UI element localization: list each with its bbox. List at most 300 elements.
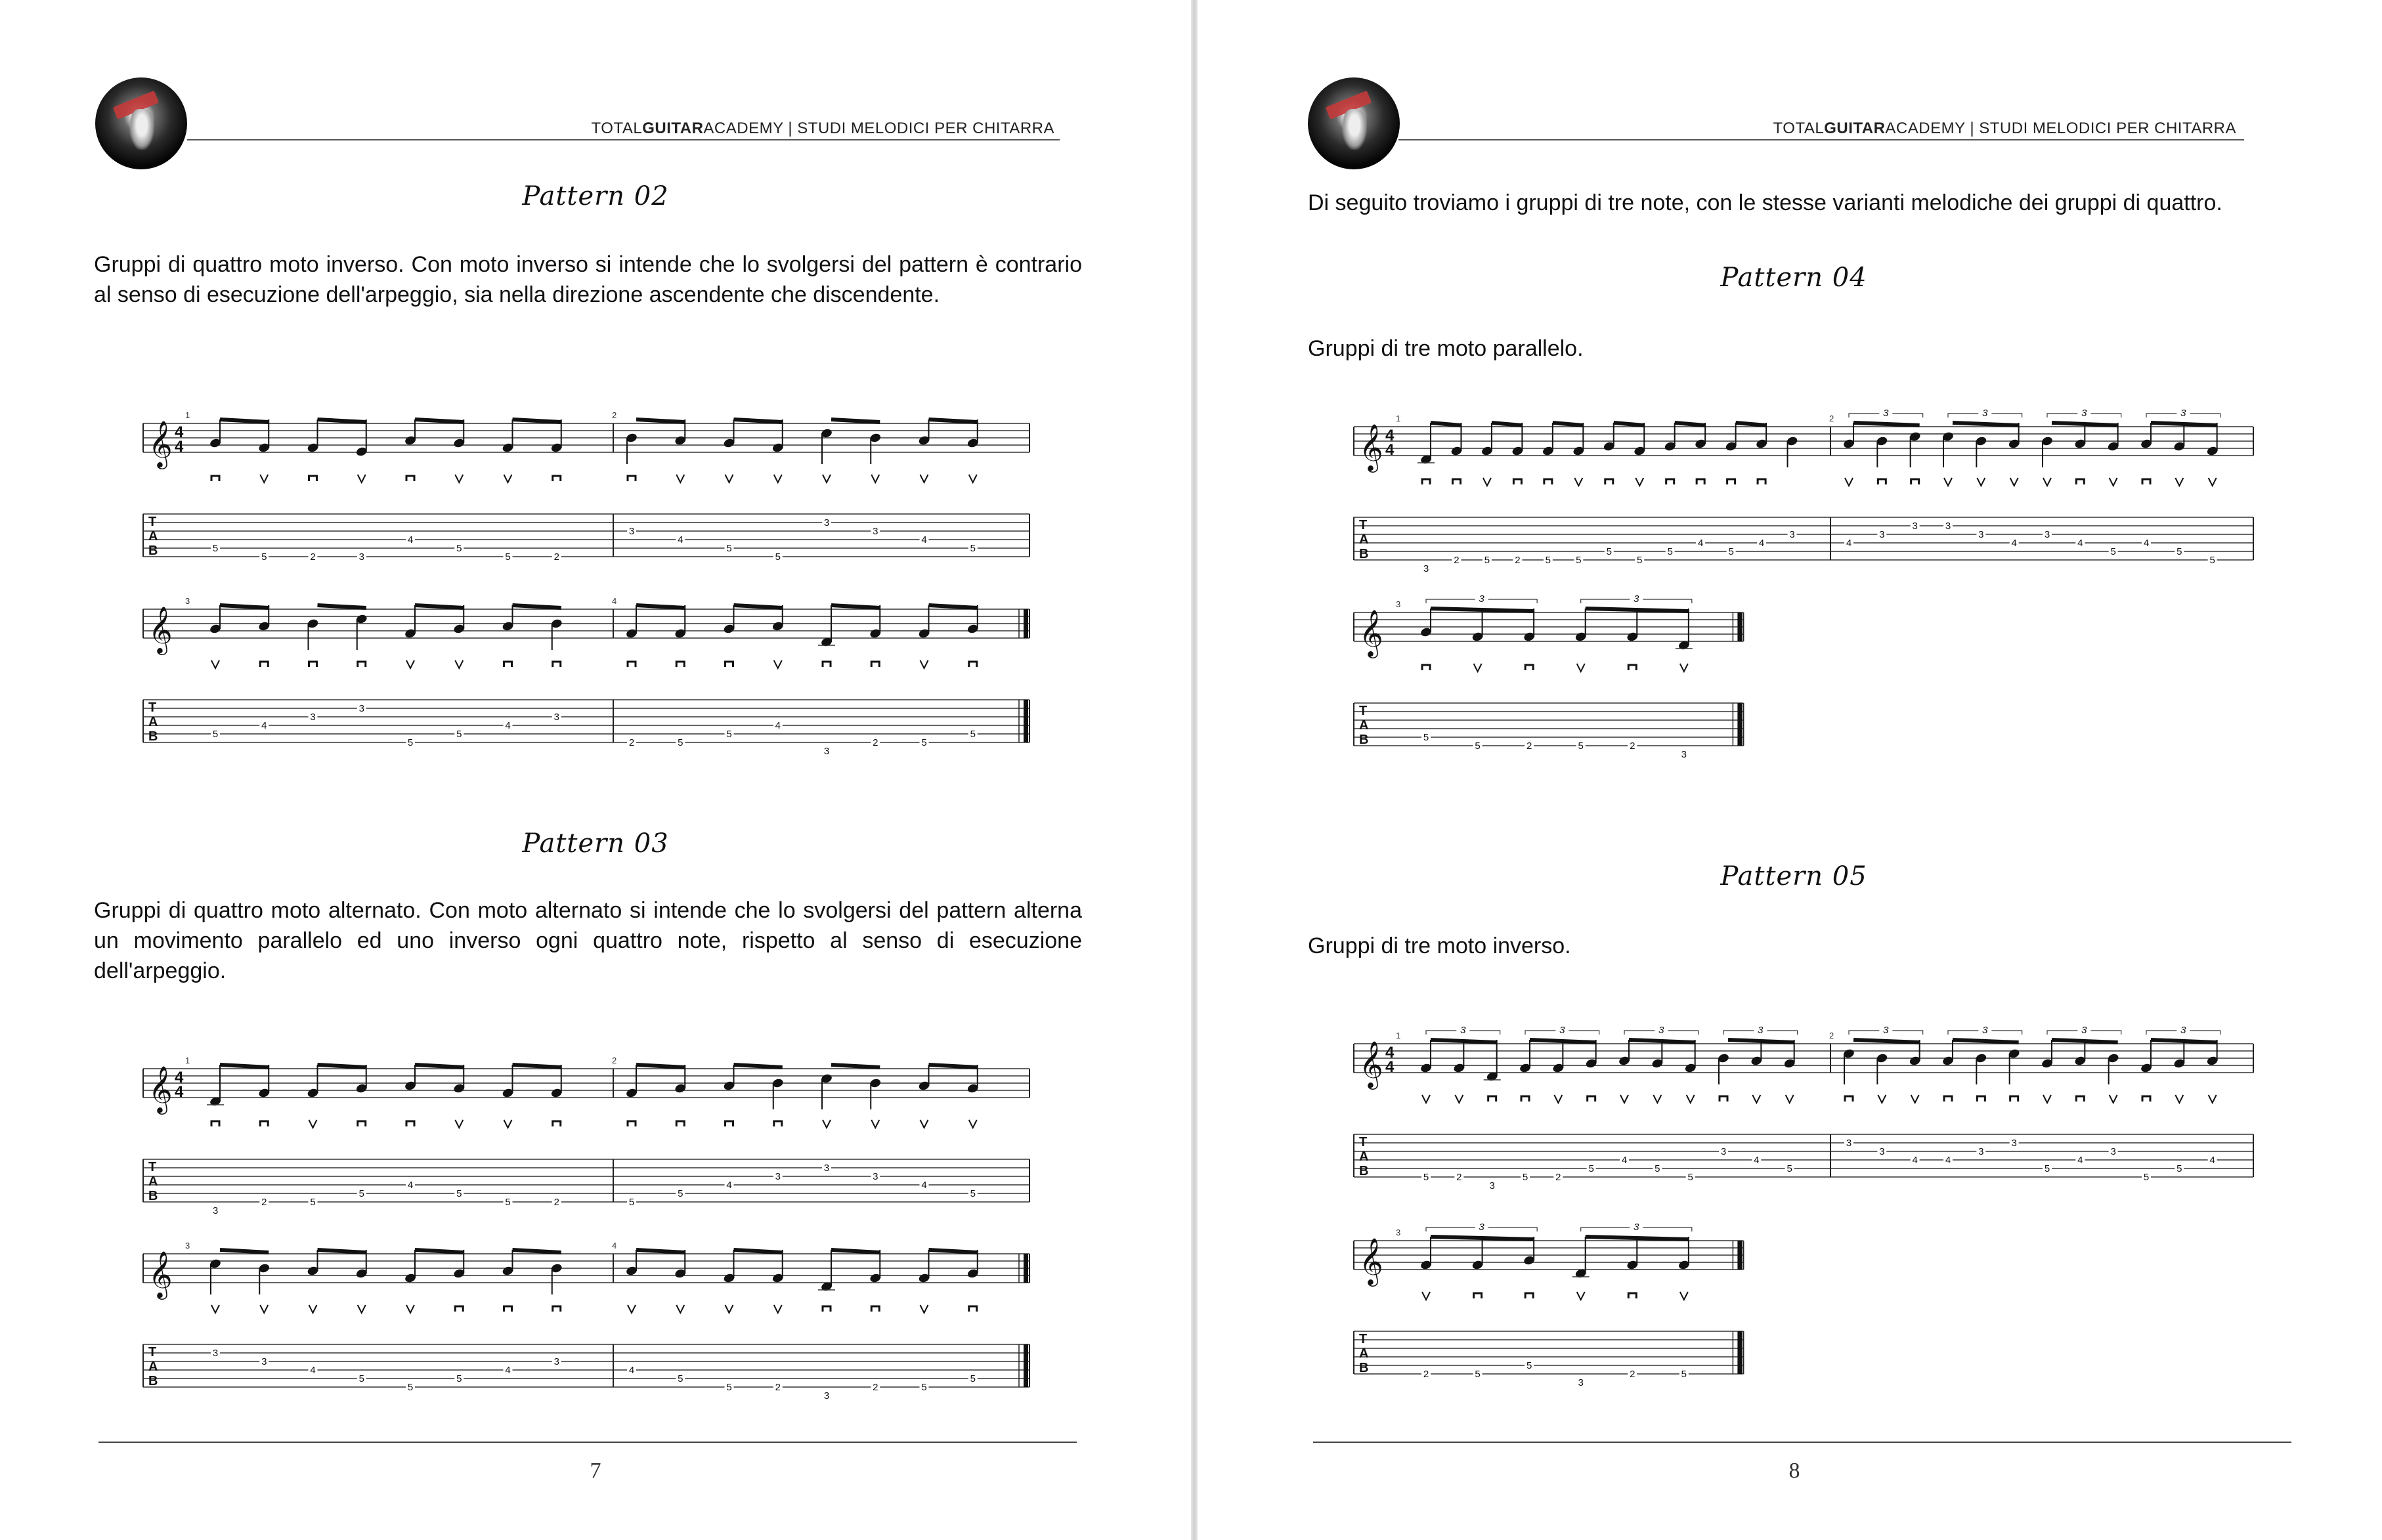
- upstroke-mark: [211, 1305, 219, 1313]
- measure-number: 2: [612, 1056, 617, 1065]
- tab-fret-number: 3: [2044, 529, 2050, 540]
- tab-fret-number: 3: [212, 1348, 219, 1359]
- upstroke-mark: [1653, 1095, 1661, 1103]
- downstroke-mark: [823, 662, 831, 667]
- note-beam: [1553, 423, 1583, 425]
- triplet-marker: 3: [1460, 1025, 1466, 1036]
- tab-fret-number: 5: [726, 1382, 732, 1393]
- tab-fret-number: 4: [407, 534, 414, 545]
- downstroke-mark: [358, 662, 366, 667]
- downstroke-mark: [2142, 1096, 2150, 1102]
- upstroke-mark: [309, 1120, 317, 1128]
- time-signature-bottom: 4: [175, 438, 184, 456]
- upstroke-mark: [455, 660, 463, 668]
- tab-fret-number: 5: [1588, 1163, 1594, 1174]
- triplet-marker: 3: [1883, 408, 1889, 419]
- final-barline: [1737, 1331, 1742, 1374]
- time-signature-bottom: 4: [1385, 1058, 1395, 1076]
- intro-text: Di seguito troviamo i gruppi di tre note, con le stesse varianti melodiche dei gruppi di quattro.: [1308, 190, 2222, 215]
- tab-fret-number: 4: [310, 1365, 316, 1376]
- measure-number: 1: [185, 1056, 190, 1065]
- triplet-marker: 3: [1883, 1025, 1889, 1036]
- time-signature-bottom: 4: [1385, 441, 1395, 459]
- tab-fret-number: 5: [1681, 1369, 1687, 1380]
- tab-fret-number: 2: [310, 551, 316, 563]
- footer-rule: [1313, 1442, 2291, 1443]
- upstroke-mark: [1680, 664, 1688, 672]
- pattern-title: Pattern 03: [522, 828, 669, 859]
- time-signature-bottom: 4: [175, 1083, 184, 1101]
- measure-number: 3: [1396, 599, 1401, 609]
- page-number: 7: [590, 1459, 601, 1483]
- upstroke-mark: [1577, 664, 1585, 672]
- tab-fret-number: 2: [1423, 1369, 1429, 1380]
- tab-fret-number: 5: [261, 551, 267, 563]
- upstroke-mark: [2175, 1095, 2183, 1103]
- tab-fret-number: 5: [1728, 546, 1734, 557]
- upstroke-mark: [725, 475, 733, 482]
- note-beam: [1431, 609, 1534, 611]
- tab-fret-number: 3: [358, 551, 364, 563]
- tab-fret-number: 5: [1687, 1172, 1693, 1183]
- note-beam: [220, 1250, 269, 1252]
- downstroke-mark: [725, 662, 733, 667]
- upstroke-mark: [774, 660, 782, 668]
- note-beam: [1953, 1040, 2019, 1042]
- note-beam: [415, 1250, 464, 1252]
- treble-clef: 𝄞: [148, 421, 173, 467]
- upstroke-mark: [1878, 1095, 1886, 1103]
- tab-fret-number: 5: [1526, 1360, 1532, 1371]
- tab-fret-number: 3: [1846, 1138, 1852, 1149]
- tab-fret-number: 3: [1681, 749, 1687, 760]
- tab-fret-number: 5: [678, 1188, 683, 1199]
- upstroke-mark: [1680, 1292, 1688, 1300]
- upstroke-mark: [406, 660, 414, 668]
- triplet-marker: 3: [2081, 1025, 2087, 1036]
- downstroke-mark: [628, 1121, 636, 1126]
- tab-fret-number: 5: [407, 737, 414, 748]
- measure-number: 3: [185, 1241, 190, 1251]
- note-beam: [636, 605, 685, 608]
- note-beam: [929, 1250, 978, 1252]
- time-signature-top: 4: [175, 423, 184, 441]
- tab-fret-number: 5: [1484, 555, 1490, 566]
- tab-fret-number: 4: [505, 1365, 511, 1376]
- downstroke-mark: [211, 476, 219, 481]
- tab-fret-number: 5: [358, 1373, 364, 1384]
- tab-clef-letter: T: [148, 515, 157, 529]
- downstroke-mark: [628, 476, 636, 481]
- tab-clef-letter: A: [148, 1174, 158, 1189]
- upstroke-mark: [1845, 478, 1853, 486]
- tab-clef-letter: B: [148, 729, 158, 744]
- tab-fret-number: 3: [823, 746, 830, 757]
- tab-clef-letter: T: [1359, 704, 1368, 718]
- tab-fret-number: 5: [2176, 1163, 2182, 1174]
- tab-fret-number: 3: [628, 526, 635, 537]
- note-beam: [734, 1250, 783, 1252]
- upstroke-mark: [2010, 478, 2018, 486]
- measure-number: 4: [612, 1241, 617, 1251]
- tab-fret-number: 5: [1522, 1172, 1528, 1183]
- time-signature-top: 4: [1385, 427, 1395, 444]
- downstroke-mark: [628, 662, 636, 667]
- measure-number: 1: [1396, 1031, 1401, 1040]
- tab-clef-letter: A: [1359, 718, 1369, 733]
- tab-fret-number: 4: [2077, 1155, 2083, 1166]
- note-beam: [513, 1250, 561, 1252]
- tab-fret-number: 2: [628, 737, 635, 748]
- treble-clef: 𝄞: [148, 607, 173, 652]
- downstroke-mark: [1697, 479, 1704, 484]
- downstroke-mark: [871, 1306, 879, 1312]
- tab-fret-number: 3: [1720, 1146, 1727, 1157]
- tab-fret-number: 3: [1978, 1146, 1984, 1157]
- note-beam: [513, 605, 561, 608]
- upstroke-mark: [2043, 478, 2051, 486]
- tab-fret-number: 3: [261, 1356, 267, 1367]
- note-beam: [831, 419, 880, 422]
- tab-fret-number: 2: [1630, 1369, 1635, 1380]
- upstroke-mark: [871, 475, 879, 482]
- upstroke-mark: [823, 475, 831, 482]
- tab-fret-number: 4: [505, 720, 511, 731]
- triplet-marker: 3: [2081, 408, 2087, 419]
- measure-number: 3: [1396, 1228, 1401, 1237]
- tab-clef-letter: A: [1359, 1346, 1369, 1361]
- tab-fret-number: 5: [358, 1188, 364, 1199]
- note-beam: [415, 1065, 464, 1067]
- tab-fret-number: 2: [1515, 555, 1521, 566]
- note-beam: [636, 419, 685, 422]
- tab-fret-number: 4: [921, 534, 927, 545]
- note-beam: [1431, 423, 1461, 425]
- note-beam: [734, 1065, 783, 1067]
- note-beam: [318, 1065, 366, 1067]
- tab-clef-letter: A: [1359, 1149, 1369, 1164]
- tab-fret-number: 2: [873, 1382, 878, 1393]
- tab-fret-number: 3: [553, 1356, 559, 1367]
- tab-fret-number: 5: [2209, 555, 2215, 566]
- tab-fret-number: 4: [261, 720, 267, 731]
- footer-rule: [98, 1442, 1077, 1443]
- tab-fret-number: 5: [970, 1373, 976, 1384]
- note-beam: [636, 1250, 685, 1252]
- upstroke-mark: [260, 1305, 268, 1313]
- pattern-title: Pattern 04: [1720, 263, 1867, 293]
- tab-fret-number: 5: [726, 729, 732, 740]
- note-beam: [1431, 1040, 1497, 1042]
- upstroke-mark: [676, 1305, 684, 1313]
- downstroke-mark: [553, 662, 561, 667]
- final-barline: [1737, 703, 1742, 746]
- downstroke-mark: [358, 1121, 366, 1126]
- upstroke-mark: [1786, 1095, 1794, 1103]
- tab-fret-number: 5: [1576, 555, 1582, 566]
- tab-fret-number: 3: [212, 1205, 219, 1216]
- tab-fret-number: 3: [1978, 529, 1984, 540]
- downstroke-mark: [2076, 1096, 2084, 1102]
- tab-fret-number: 3: [1578, 1377, 1584, 1388]
- tab-fret-number: 3: [775, 1171, 781, 1182]
- notation-system: [1351, 593, 2257, 760]
- tab-fret-number: 4: [407, 1180, 414, 1191]
- note-beam: [831, 1250, 880, 1252]
- downstroke-mark: [553, 476, 561, 481]
- upstroke-mark: [1911, 1095, 1919, 1103]
- measure-number: 3: [185, 596, 190, 606]
- upstroke-mark: [1977, 478, 1985, 486]
- tab-clef-letter: T: [1359, 1135, 1368, 1149]
- tab-fret-number: 3: [873, 526, 878, 537]
- academy-logo: [1308, 77, 1400, 169]
- upstroke-mark: [725, 1305, 733, 1313]
- downstroke-mark: [1944, 1096, 1952, 1102]
- tab-fret-number: 3: [1423, 563, 1429, 574]
- tab-clef-letter: A: [148, 715, 158, 729]
- downstroke-mark: [1605, 479, 1613, 484]
- running-head: TOTALGUITARACADEMY | STUDI MELODICI PER CHITARRA: [591, 119, 1054, 137]
- triplet-marker: 3: [1634, 593, 1639, 605]
- upstroke-mark: [358, 475, 366, 482]
- tab-fret-number: 3: [1945, 521, 1951, 532]
- measure-number: 2: [1829, 414, 1834, 423]
- final-barline: [1737, 612, 1742, 641]
- tab-fret-number: 5: [1475, 1369, 1481, 1380]
- note-beam: [318, 419, 366, 422]
- upstroke-mark: [406, 1305, 414, 1313]
- downstroke-mark: [969, 1306, 977, 1312]
- tab-fret-number: 2: [1630, 740, 1635, 752]
- upstroke-mark: [2175, 478, 2183, 486]
- upstroke-mark: [1455, 1095, 1463, 1103]
- tab-fret-number: 5: [1578, 740, 1584, 752]
- tab-fret-number: 5: [970, 543, 976, 554]
- note-beam: [1675, 423, 1705, 425]
- downstroke-mark: [1878, 479, 1886, 484]
- notation-system: [1351, 407, 2257, 574]
- downstroke-mark: [1727, 479, 1735, 484]
- tab-fret-number: 5: [678, 1373, 683, 1384]
- upstroke-mark: [1574, 478, 1582, 486]
- note-beam: [220, 605, 269, 608]
- tab-fret-number: 3: [823, 1163, 830, 1174]
- measure-number: 2: [612, 410, 617, 420]
- triplet-marker: 3: [2180, 1025, 2186, 1036]
- upstroke-mark: [260, 475, 268, 482]
- upstroke-mark: [2043, 1095, 2051, 1103]
- tab-fret-number: 5: [456, 1188, 462, 1199]
- downstroke-mark: [309, 476, 317, 481]
- tab-fret-number: 4: [1697, 538, 1704, 549]
- tab-clef-letter: B: [1359, 733, 1369, 747]
- tab-fret-number: 5: [456, 729, 462, 740]
- pattern-description: Gruppi di quattro moto alternato. Con moto alternato si intende che lo svolgersi del pattern alterna un movimento parallelo ed uno inverso ogni quattro note, rispetto al senso di esecuzione dell'arpeggio.: [94, 898, 1082, 983]
- downstroke-mark: [1422, 665, 1430, 670]
- tab-clef-letter: T: [148, 700, 157, 715]
- tab-fret-number: 5: [1786, 1163, 1792, 1174]
- tab-fret-number: 5: [628, 1197, 635, 1208]
- tab-clef-letter: B: [148, 544, 158, 558]
- tab-fret-number: 4: [678, 534, 683, 545]
- tab-fret-number: 4: [2143, 538, 2150, 549]
- upstroke-mark: [1422, 1095, 1430, 1103]
- downstroke-mark: [406, 1121, 414, 1126]
- tab-fret-number: 5: [407, 1382, 414, 1393]
- tab-fret-number: 5: [1637, 555, 1643, 566]
- note-beam: [734, 419, 783, 422]
- tab-fret-number: 3: [823, 1390, 830, 1401]
- notation-system: [1351, 1024, 2257, 1191]
- treble-clef: 𝄞: [1359, 1042, 1383, 1087]
- tab-fret-number: 5: [505, 1197, 511, 1208]
- tab-fret-number: 4: [2209, 1155, 2215, 1166]
- triplet-marker: 3: [1479, 593, 1484, 605]
- page-spine: [1191, 0, 1198, 1540]
- upstroke-mark: [969, 475, 977, 482]
- pattern-description: Gruppi di tre moto inverso.: [1308, 933, 1571, 958]
- downstroke-mark: [455, 1306, 463, 1312]
- note-beam: [318, 605, 366, 608]
- upstroke-mark: [504, 1120, 512, 1128]
- treble-clef: 𝄞: [1359, 610, 1383, 656]
- downstroke-mark: [1666, 479, 1674, 484]
- downstroke-mark: [1521, 1096, 1529, 1102]
- treble-clef: 𝄞: [148, 1067, 173, 1112]
- downstroke-mark: [504, 1306, 512, 1312]
- notation-system: [1351, 1221, 2257, 1388]
- downstroke-mark: [309, 662, 317, 667]
- tab-clef-letter: T: [148, 1160, 157, 1174]
- downstroke-mark: [1758, 479, 1765, 484]
- measure-number: 2: [1829, 1031, 1834, 1040]
- tab-clef-letter: T: [1359, 1332, 1368, 1346]
- triplet-marker: 3: [1634, 1222, 1639, 1233]
- downstroke-mark: [406, 476, 414, 481]
- upstroke-mark: [211, 660, 219, 668]
- note-beam: [415, 419, 464, 422]
- tab-fret-number: 5: [1667, 546, 1673, 557]
- academy-logo: [95, 77, 187, 169]
- downstroke-mark: [676, 1121, 684, 1126]
- upstroke-mark: [2110, 1095, 2117, 1103]
- note-beam: [1736, 423, 1766, 425]
- downstroke-mark: [969, 662, 977, 667]
- tab-fret-number: 5: [921, 1382, 927, 1393]
- upstroke-mark: [628, 1305, 636, 1313]
- downstroke-mark: [2142, 479, 2150, 484]
- tab-fret-number: 5: [921, 737, 927, 748]
- tab-clef-letter: B: [1359, 1164, 1369, 1178]
- final-barline: [1737, 1241, 1742, 1270]
- pattern-title: Pattern 05: [1720, 861, 1867, 891]
- triplet-marker: 3: [1559, 1025, 1565, 1036]
- note-beam: [929, 605, 978, 608]
- downstroke-mark: [1628, 665, 1636, 670]
- downstroke-mark: [1911, 479, 1919, 484]
- note-beam: [1953, 423, 2019, 425]
- treble-clef: 𝄞: [1359, 425, 1383, 470]
- downstroke-mark: [1544, 479, 1552, 484]
- upstroke-mark: [1474, 664, 1482, 672]
- triplet-marker: 3: [1758, 1025, 1764, 1036]
- tab-fret-number: 4: [1758, 538, 1765, 549]
- note-beam: [513, 419, 561, 422]
- downstroke-mark: [260, 1121, 268, 1126]
- tab-fret-number: 2: [1555, 1172, 1561, 1183]
- note-beam: [636, 1065, 685, 1067]
- tab-fret-number: 4: [1754, 1155, 1760, 1166]
- tab-fret-number: 5: [678, 737, 683, 748]
- upstroke-mark: [455, 1120, 463, 1128]
- tab-fret-number: 4: [726, 1180, 732, 1191]
- note-beam: [1853, 423, 1920, 425]
- upstroke-mark: [1752, 1095, 1760, 1103]
- tab-fret-number: 5: [212, 543, 219, 554]
- upstroke-mark: [2209, 478, 2217, 486]
- tab-fret-number: 3: [1879, 1146, 1885, 1157]
- tab-fret-number: 3: [1789, 529, 1795, 540]
- tab-clef-letter: A: [1359, 532, 1369, 547]
- note-beam: [318, 1250, 366, 1252]
- upstroke-mark: [1944, 478, 1952, 486]
- triplet-marker: 3: [1982, 408, 1988, 419]
- downstroke-mark: [1628, 1293, 1636, 1298]
- tab-fret-number: 5: [1423, 1172, 1429, 1183]
- upstroke-mark: [920, 660, 928, 668]
- upstroke-mark: [2209, 1095, 2217, 1103]
- tab-fret-number: 5: [1423, 732, 1429, 743]
- tab-fret-number: 5: [2044, 1163, 2050, 1174]
- right-page: [1198, 0, 2382, 1540]
- note-beam: [1614, 423, 1644, 425]
- tab-fret-number: 5: [1655, 1163, 1660, 1174]
- downstroke-mark: [1720, 1096, 1727, 1102]
- upstroke-mark: [1577, 1292, 1585, 1300]
- note-beam: [2052, 423, 2118, 425]
- time-signature-top: 4: [1385, 1044, 1395, 1061]
- tab-fret-number: 5: [2110, 546, 2116, 557]
- upstroke-mark: [455, 475, 463, 482]
- downstroke-mark: [553, 1306, 561, 1312]
- tab-fret-number: 5: [775, 551, 781, 563]
- downstroke-mark: [1977, 1096, 1985, 1102]
- tab-fret-number: 5: [456, 1373, 462, 1384]
- tab-fret-number: 3: [1912, 521, 1918, 532]
- downstroke-mark: [1488, 1096, 1496, 1102]
- final-barline: [1024, 1344, 1028, 1387]
- tab-fret-number: 2: [553, 551, 559, 563]
- measure-number: 1: [185, 410, 190, 420]
- downstroke-mark: [1513, 479, 1521, 484]
- tab-clef-letter: A: [148, 529, 158, 544]
- tab-fret-number: 4: [921, 1180, 927, 1191]
- notation-system: [141, 589, 1033, 757]
- note-beam: [1530, 1040, 1596, 1042]
- upstroke-mark: [823, 1120, 831, 1128]
- tab-fret-number: 5: [2176, 546, 2182, 557]
- tab-fret-number: 3: [873, 1171, 878, 1182]
- time-signature-top: 4: [175, 1069, 184, 1086]
- tab-fret-number: 3: [1489, 1180, 1495, 1191]
- running-head: TOTALGUITARACADEMY | STUDI MELODICI PER CHITARRA: [1773, 119, 2236, 137]
- triplet-marker: 3: [1658, 1025, 1664, 1036]
- upstroke-mark: [676, 475, 684, 482]
- upstroke-mark: [871, 1120, 879, 1128]
- upstroke-mark: [920, 1305, 928, 1313]
- pattern-description: Gruppi di quattro moto inverso. Con moto inverso si intende che lo svolgersi del pattern è contrario al senso di esecuzione dell'arpeggio, sia nella direzione ascendente che discendente.: [94, 252, 1082, 307]
